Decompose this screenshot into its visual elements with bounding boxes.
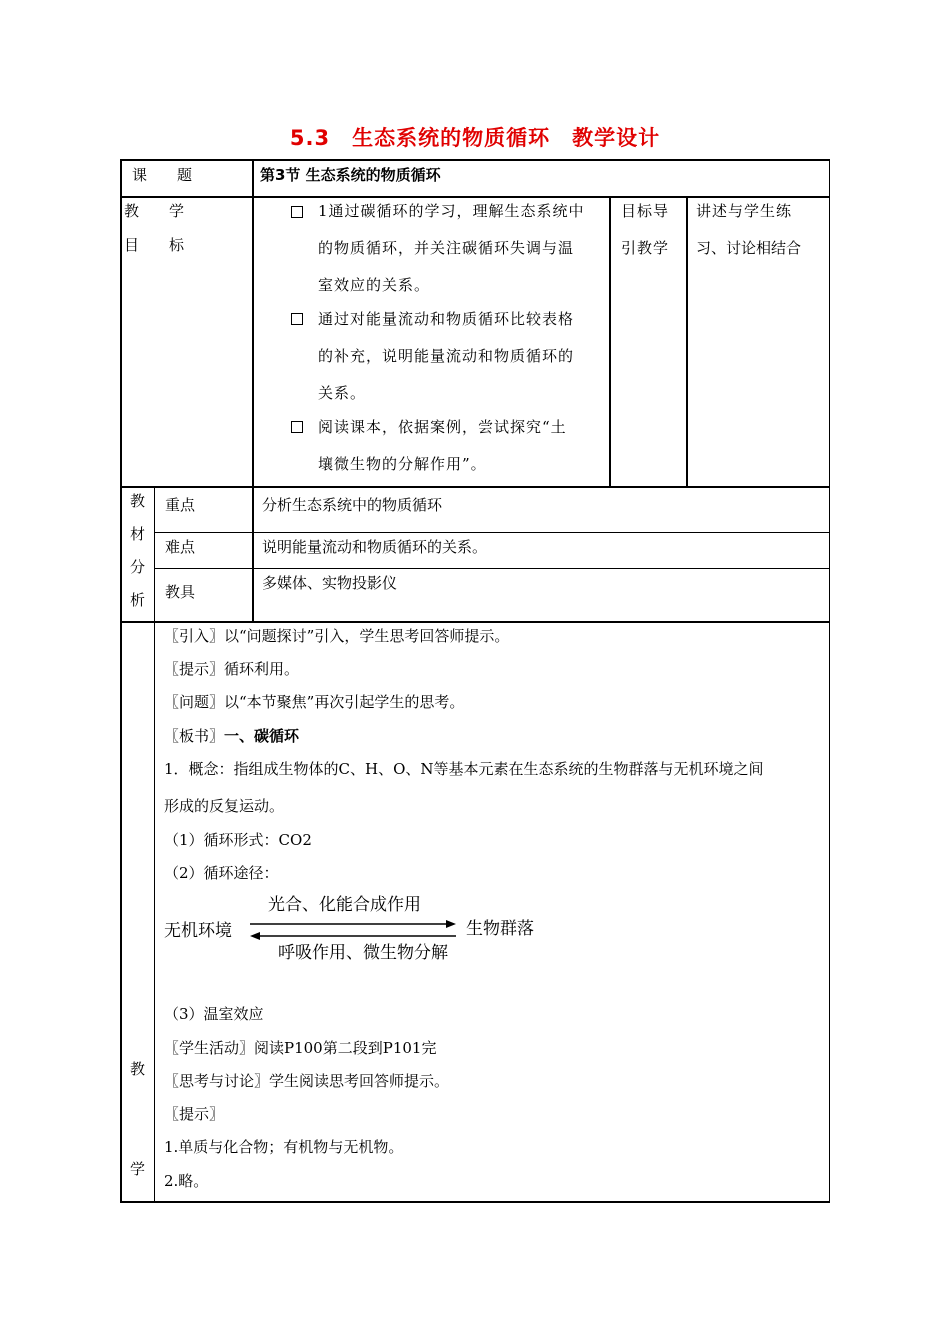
key-point-label: 重点 — [165, 496, 196, 514]
col-divider — [154, 486, 155, 622]
teaching-side-label-1: 教 — [130, 1060, 146, 1078]
diagram-bottom-label: 呼吸作用、微生物分解 — [278, 943, 448, 963]
col-divider — [154, 621, 155, 1203]
checkbox-icon — [291, 206, 303, 218]
row-divider — [120, 486, 830, 488]
student-activity-line: 〖学生活动〗阅读P100第二段到P101完 — [164, 1039, 437, 1057]
table-border-right — [829, 159, 831, 1203]
teaching-aids-value: 多媒体、实物投影仪 — [262, 574, 398, 592]
objectives-label-line1: 教 学 — [124, 202, 185, 220]
analysis-side-label-4: 析 — [130, 591, 146, 609]
objective-2-line-2: 的补充，说明能量流动和物质循环的 — [318, 347, 575, 365]
diagram-right-node: 生物群落 — [466, 919, 534, 939]
topic-value: 第3节 生态系统的物质循环 — [260, 166, 441, 184]
difficulty-value: 说明能量流动和物质循环的关系。 — [262, 538, 488, 556]
row-divider — [154, 532, 830, 533]
title-number: 5.3 — [289, 126, 331, 150]
difficulty-label: 难点 — [165, 538, 196, 556]
analysis-side-label-3: 分 — [130, 558, 146, 576]
page-title — [0, 122, 950, 152]
analysis-side-label-1: 教 — [130, 492, 146, 510]
table-border-bottom — [120, 1201, 830, 1203]
key-point-value: 分析生态系统中的物质循环 — [262, 496, 443, 514]
objective-1-line-2: 的物质循环，并关注碳循环失调与温 — [318, 239, 575, 257]
board-heading: 一、碳循环 — [224, 727, 300, 745]
col-divider — [252, 159, 254, 622]
title-suffix: 教学设计 — [572, 126, 661, 150]
hint-line: 〖提示〗循环利用。 — [164, 660, 300, 678]
objective-3-line-2: 壤微生物的分解作用”。 — [318, 455, 487, 473]
method-label-line1: 目标导 — [621, 202, 670, 220]
arrow-left-icon — [250, 932, 456, 940]
objective-3-line-1: 阅读课本，依据案例，尝试探究“土 — [318, 418, 567, 436]
objective-1-line-1: 1通过碳循环的学习，理解生态系统中 — [318, 202, 585, 220]
cycle-route-line: （2）循环途径： — [164, 864, 279, 882]
method-label-line2: 引教学 — [621, 239, 670, 257]
row-divider — [154, 568, 830, 569]
diagram-top-label: 光合、化能合成作用 — [268, 895, 421, 915]
concept-line-1: 1．概念：指组成生物体的C、H、O、N等基本元素在生态系统的生物群落与无机环境之间 — [164, 760, 764, 778]
board-prefix: 〖板书〗 — [164, 727, 225, 745]
carbon-cycle-diagram — [160, 890, 550, 970]
col-divider — [686, 196, 688, 487]
row-divider — [120, 621, 830, 623]
checkbox-icon — [291, 421, 303, 433]
greenhouse-line: （3）温室效应 — [164, 1005, 264, 1023]
table-border-left — [120, 159, 122, 1203]
objectives-label-line2: 目 标 — [124, 236, 185, 254]
topic-label: 课 题 — [132, 166, 193, 184]
title-name: 生态系统的物质循环 — [352, 126, 551, 150]
row-divider — [120, 196, 830, 198]
method-value-line1: 讲述与学生练 — [696, 202, 793, 220]
teaching-aids-label: 教具 — [165, 583, 196, 601]
answer-1-line: 1.单质与化合物；有机物与无机物。 — [164, 1138, 404, 1156]
concept-line-2: 形成的反复运动。 — [164, 797, 285, 815]
table-border-top — [120, 159, 830, 161]
hint-label-line: 〖提示〗 — [164, 1105, 225, 1123]
objective-2-line-3: 关系。 — [318, 384, 367, 402]
discussion-line: 〖思考与讨论〗学生阅读思考回答师提示。 — [164, 1072, 450, 1090]
intro-line: 〖引入〗以“问题探讨”引入，学生思考回答师提示。 — [164, 627, 510, 645]
teaching-side-label-2: 学 — [130, 1160, 146, 1178]
col-divider — [609, 196, 611, 487]
objective-1-line-3: 室效应的关系。 — [318, 276, 431, 294]
answer-2-line: 2.略。 — [164, 1172, 209, 1190]
board-line — [164, 726, 299, 746]
cycle-form-line: （1）循环形式：CO2 — [164, 831, 312, 849]
analysis-side-label-2: 材 — [130, 525, 146, 543]
question-line: 〖问题〗以“本节聚焦”再次引起学生的思考。 — [164, 693, 465, 711]
diagram-left-node: 无机环境 — [164, 921, 232, 941]
arrow-right-icon — [250, 920, 456, 928]
diagram-arrows — [160, 890, 550, 970]
objective-2-line-1: 通过对能量流动和物质循环比较表格 — [318, 310, 575, 328]
method-value-line2: 习、讨论相结合 — [696, 239, 802, 257]
checkbox-icon — [291, 313, 303, 325]
